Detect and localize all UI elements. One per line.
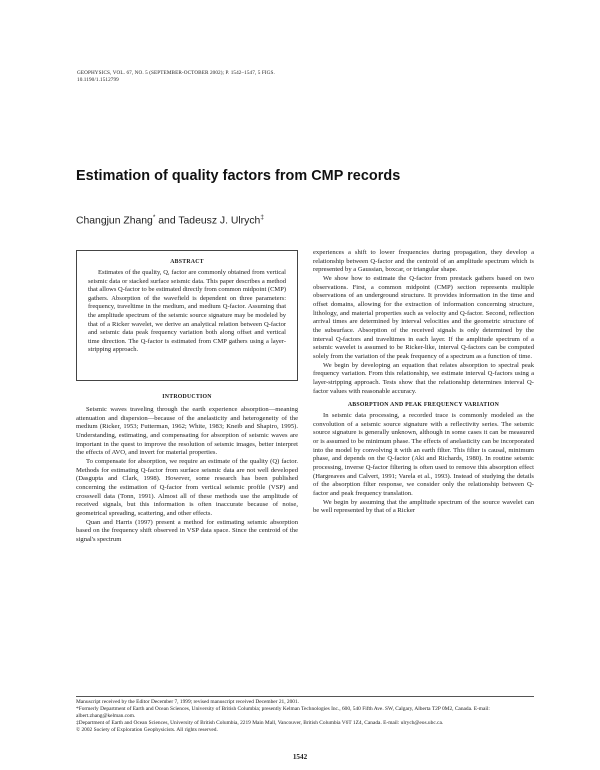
footnotes: [76, 699, 534, 734]
author-name: Changjun Zhang: [76, 215, 153, 227]
introduction-heading: INTRODUCTION: [162, 394, 212, 400]
footnote: © 2002 Society of Exploration Geophysicists. All rights reserved.: [76, 727, 218, 734]
footnote-divider: [76, 696, 534, 697]
footnote: *Formerly Department of Earth and Ocean Sciences, University of British Columbia; presently Kelman Technologies Inc., 600, 540 Fifth Ave. SW, Calgary, Alberta T2P 0M2, Canada. E-mail: albert.zhang@kelman.com.: [76, 706, 490, 720]
body-paragraph: We begin by developing an equation that relates absorption to spectral peak frequency variation. From this relationship, we estimate interval Q-factors using a layer-stripping approach. Tests show that the relationship determines interval Q-factor values with reasonable accuracy.: [313, 361, 534, 395]
body-paragraph: To compensate for absorption, we require an estimate of the quality (Q) factor. Methods for estimating Q-factor from surface seismic data are not well developed (Dasgupta and Clark, 1998). However, some research has been published concerning the estimation of Q-factor from vertical seismic profile (VSP) and crosswell data (Tonn, 1991). Almost all of these methods use the amplitude of received signals, but this information is often inaccurate because of noise, geometrical spreading, scattering, and other effects.: [76, 457, 298, 517]
body-paragraph: We show how to estimate the Q-factor from prestack gathers based on two observations. First, a common midpoint (CMP) section represents multiple observations of an underground structure. It provides information in the time and offset domains, allowing for the extraction of information concerning structure, lithology, and material properties such as velocity and Q-factor. Second, reflection arrival times are determined by interval velocities and the geometric structure of the subsurface. Absorption of the received signals is only determined by the interval Q-factors and traveltimes in each layer. If the amplitude spectrum of a seismic wavelet is assumed to be Ricker-like, interval Q-factors can be computed solely from the variation of the peak frequency of a spectrum as a function of time.: [313, 274, 534, 360]
abstract-text: Estimates of the quality, Q, factor are commonly obtained from vertical seismic data or stacked surface seismic data. This paper describes a method that allows Q-factor to be estimated directly from common midpoint (CMP) gathers. Absorption of the wavefield is dependent on three parameters: frequency, traveltime in the medium, and medium Q-factor. Assuming that the amplitude spectrum of the seismic source signature may be modeled by that of a Ricker wavelet, we derive an analytical relation between Q-factor and seismic data peak frequency variation both along offset and vertical time direction. The Q-factor is estimated from CMP gathers using a layer-stripping approach.: [88, 269, 286, 354]
author-name: Tadeusz J. Ulrych: [178, 215, 261, 227]
right-column: [313, 249, 534, 516]
body-paragraph: In seismic data processing, a recorded trace is commonly modeled as the convolution of a seismic source signature with a reflectivity series. The seismic source signature is generally unknown, although in some cases it can be measured or is assumed to be minimum phase. The effects of anelasticity can be incorporated into the model by convolving it with an earth filter. This filter is causal, minimum phase, and depends on the Q-factor (Aki and Richards, 1980). In routine seismic processing, inverse Q-factor filtering is often used to remove this absorption effect (Hargreaves and Calvert, 1991; Varela et al., 1993). Instead of studying the details of the absorption filter response, we consider only the relationship between Q-factor and peak frequency translation.: [313, 412, 534, 498]
body-paragraph: Seismic waves traveling through the earth experience absorption—meaning attenuation and dispersion—because of the anelasticity and heterogeneity of the medium (Ricker, 1953; Futterman, 1962; White, 1983; Kneib and Shapiro, 1995). Understanding, estimating, and compensating for absorption of seismic waves are important in the quest to improve the resolution of seismic images, better interpret the effects of AVO, and invert for material properties.: [76, 406, 298, 457]
author-line: [76, 214, 264, 226]
journal-citation: [77, 70, 497, 84]
journal-citation-line: GEOPHYSICS, VOL. 67, NO. 5 (SEPTEMBER-OCTOBER 2002); P. 1542–1547, 5 FIGS.: [77, 70, 275, 76]
abstract-heading: ABSTRACT: [170, 259, 204, 265]
body-paragraph: experiences a shift to lower frequencies during propagation, they develop a relationship between Q-factor and the centroid of an amplitude spectrum which is represented by a Gaussian, boxcar, or triangular shape.: [313, 249, 534, 274]
section-heading: ABSORPTION AND PEAK FREQUENCY VARIATION: [347, 402, 500, 409]
author-footnote-mark: ‡: [260, 214, 264, 221]
author-conjunction: and: [158, 215, 176, 227]
left-column: [76, 393, 298, 545]
body-paragraph: Quan and Harris (1997) present a method for estimating seismic absorption based on the frequency shift observed in VSP data space. Since the centroid of the signal's spectrum: [76, 518, 298, 543]
page-number: 1542: [292, 753, 308, 761]
abstract-box: [76, 250, 298, 381]
doi-line: 10.1190/1.1512799: [77, 77, 119, 84]
body-paragraph: We begin by assuming that the amplitude spectrum of the source wavelet can be well represented by that of a Ricker: [313, 498, 534, 515]
author-footnote-mark: *: [152, 214, 156, 221]
footnote: Manuscript received by the Editor December 7, 1999; revised manuscript received December 21, 2001.: [76, 699, 300, 705]
footnote: ‡Department of Earth and Ocean Sciences, University of British Columbia, 2219 Main Mall, Vancouver, British Columbia V6T 1Z4, Canada. E-mail: ulrych@eos.ubc.ca.: [76, 720, 444, 727]
paper-title: Estimation of quality factors from CMP records: [76, 168, 401, 184]
